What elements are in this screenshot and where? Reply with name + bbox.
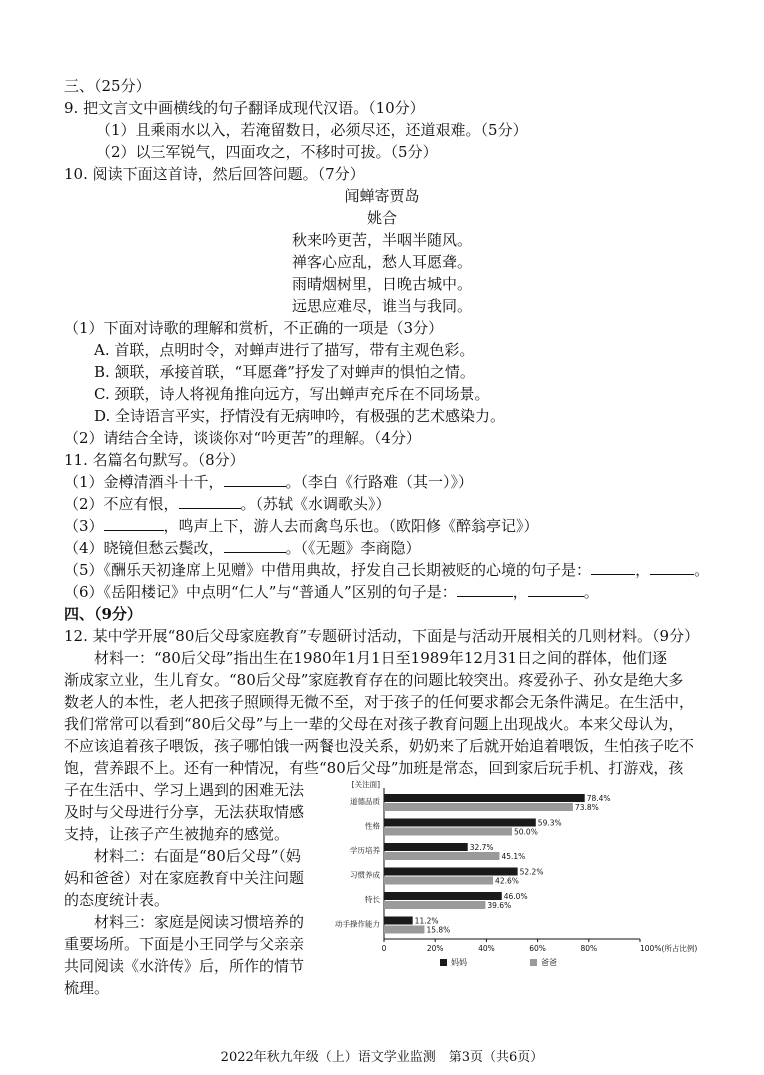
answer-blank[interactable]	[591, 560, 635, 575]
bar	[384, 901, 485, 909]
category-label: 动手操作能力	[335, 919, 380, 929]
poem-line: 秋来吟更苦，半咽半随风。	[291, 231, 472, 249]
option-a: A. 首联，点明时令，对蝉声进行了描写，带有主观色彩。	[94, 341, 475, 359]
value-label: 78.4%	[586, 794, 611, 803]
bar	[384, 803, 573, 811]
category-header: [关注面]	[351, 780, 380, 789]
x-tick-label: 80%	[580, 944, 598, 953]
x-tick-label: 20%	[426, 944, 444, 953]
section-3-heading: 三、（25分）	[64, 77, 151, 95]
value-label: 32.7%	[469, 843, 494, 852]
material-1-line: 及时与父母进行分享，无法获取情感	[64, 803, 305, 821]
value-label: 42.6%	[495, 876, 519, 886]
bar	[384, 868, 518, 876]
legend-label: 妈妈	[451, 958, 467, 967]
value-label: 39.6%	[487, 901, 512, 910]
legend-swatch	[440, 959, 447, 966]
bar	[384, 892, 502, 900]
answer-blank[interactable]	[457, 582, 513, 597]
value-label: 11.2%	[414, 916, 439, 926]
value-label: 50.0%	[514, 827, 538, 837]
question-11-5: （5）《酬乐天初逢席上见赠》中借用典故，抒发自己长期被贬的心境的句子是： ， 。	[64, 561, 710, 579]
x-tick-label: 0	[381, 944, 387, 953]
poem-author: 姚合	[366, 209, 397, 227]
question-11-4: （4）晓镜但愁云鬓改， 。（《无题》李商隐）	[64, 539, 421, 557]
material-1-line: 子在生活中、学习上遇到的困难无法	[64, 781, 305, 799]
material-3-line: 梳理。	[64, 979, 110, 997]
category-label: 习惯养成	[350, 870, 380, 880]
legend-label: 爸爸	[541, 958, 557, 967]
question-11: 11. 名篇名句默写。（8分）	[64, 451, 245, 469]
answer-blank[interactable]	[528, 582, 584, 597]
material-3-line: 共同阅读《水浒传》后，所作的情节	[64, 957, 305, 975]
material-3-line: 重要场所。下面是小王同学与父亲亲	[64, 935, 305, 953]
value-label: 15.8%	[426, 925, 451, 935]
question-11-1: （1）金樽清酒斗十千， 。（李白《行路难（其一）》）	[64, 473, 474, 491]
question-9-2: （2）以三军锐气，四面攻之，不移时可拔。（5分）	[96, 143, 438, 161]
material-1-line: 数老人的本性，老人把孩子照顾得无微不至，对于孩子的任何要求都会无条件满足。在生活中，	[64, 693, 695, 711]
question-10-2: （2）请结合全诗，谈谈你对“吟更苦”的理解。（4分）	[64, 429, 421, 447]
x-tick-label: 40%	[478, 944, 495, 953]
poem-line: 远思应难尽，谁当与我同。	[291, 297, 472, 315]
category-label: 性格	[365, 821, 380, 831]
option-c: C. 颈联，诗人将视角推向远方，写出蝉声充斥在不同场景。	[94, 385, 490, 403]
material-2-line: 妈和爸爸）对在家庭教育中关注问题	[64, 869, 305, 887]
option-d: D. 全诗语言平实，抒情没有无病呻吟，有极强的艺术感染力。	[94, 407, 506, 425]
value-label: 73.8%	[574, 803, 599, 812]
page-footer: 2022年秋九年级（上）语文学业监测 第3页（共6页）	[220, 1050, 544, 1065]
bar	[384, 877, 493, 885]
material-2-line: 材料二：右面是“80后父母”（妈	[94, 847, 301, 865]
bar	[384, 917, 413, 925]
question-9: 9. 把文言文中画横线的句子翻译成现代汉语。（10分）	[64, 99, 425, 117]
poem-line: 禅客心应乱，愁人耳愿聋。	[291, 253, 472, 271]
value-label: 46.0%	[503, 892, 528, 901]
category-label: 特长	[365, 895, 380, 904]
attention-bar-chart	[316, 776, 702, 972]
material-2-line: 的态度统计表。	[64, 891, 170, 909]
x-tick-label: 100%(所占比例)	[640, 944, 698, 953]
question-9-1: （1）且乘雨水以入，若淹留数日，必须尽还，还道艰难。（5分）	[96, 121, 528, 139]
answer-blank[interactable]	[650, 560, 694, 575]
question-10-1: （1）下面对诗歌的理解和赏析，不正确的一项是（3分）	[64, 319, 444, 337]
question-11-2: （2）不应有恨， 。（苏轼《水调歌头》）	[64, 495, 391, 513]
bar	[384, 926, 424, 934]
category-label: 道德品质	[350, 797, 380, 806]
question-11-3: （3） ，鸣声上下，游人去而禽鸟乐也。（欧阳修《醉翁亭记》）	[64, 517, 539, 535]
bar	[384, 852, 499, 860]
material-1-line: 不应该追着孩子喂饭，孩子哪怕饿一两餐也没关系，奶奶来了后就开始追着喂饭，生怕孩子吃不	[64, 737, 695, 755]
section-4-heading: 四、（9分）	[64, 605, 142, 623]
option-b: B. 颔联，承接首联，“耳愿聋”抒发了对蝉声的惧怕之情。	[94, 363, 475, 381]
material-1-line: 渐成家立业，生儿育女。“80后父母”家庭教育存在的问题比较突出。疼爱孙子、孙女是绝大多	[64, 671, 684, 689]
legend-swatch	[530, 959, 537, 966]
answer-blank[interactable]	[179, 494, 241, 509]
value-label: 52.2%	[519, 867, 544, 877]
category-label: 学历培养	[350, 846, 380, 855]
question-12: 12. 某中学开展“80后父母家庭教育”专题研讨活动，下面是与活动开展相关的几则材料。（9分）	[64, 627, 700, 645]
poem-line: 雨晴烟树里，日晚古城中。	[291, 275, 472, 293]
material-1-line: 支持，让孩子产生被抛弃的感觉。	[64, 825, 290, 843]
material-1-line: 饱，营养跟不上。还有一种情况，有些“80后父母”加班是常态，回到家后玩手机、打游戏，孩	[64, 759, 684, 777]
bar	[384, 794, 585, 802]
poem-title: 闻蝉寄贾岛	[344, 187, 420, 205]
answer-blank[interactable]	[224, 538, 286, 553]
question-11-6: （6）《岳阳楼记》中点明“仁人”与“普通人”区别的句子是： ， 。	[64, 583, 599, 601]
value-label: 45.1%	[501, 852, 526, 861]
question-10: 10. 阅读下面这首诗，然后回答问题。（7分）	[64, 165, 365, 183]
chart-svg	[316, 776, 702, 972]
bar	[384, 843, 468, 851]
answer-blank[interactable]	[224, 472, 286, 487]
material-1-line: 材料一：“80后父母”指出生在1980年1月1日至1989年12月31日之间的群体，他们逐	[94, 649, 668, 667]
value-label: 59.3%	[537, 818, 562, 828]
material-3-line: 材料三：家庭是阅读习惯培养的	[94, 913, 305, 931]
x-tick-label: 60%	[529, 944, 546, 953]
material-1-line: 我们常常可以看到“80后父母”与上一辈的父母在对孩子教育问题上出现战火。本来父母认为，	[64, 715, 684, 733]
answer-blank[interactable]	[104, 516, 164, 531]
bar	[384, 828, 512, 836]
bar	[384, 819, 536, 827]
